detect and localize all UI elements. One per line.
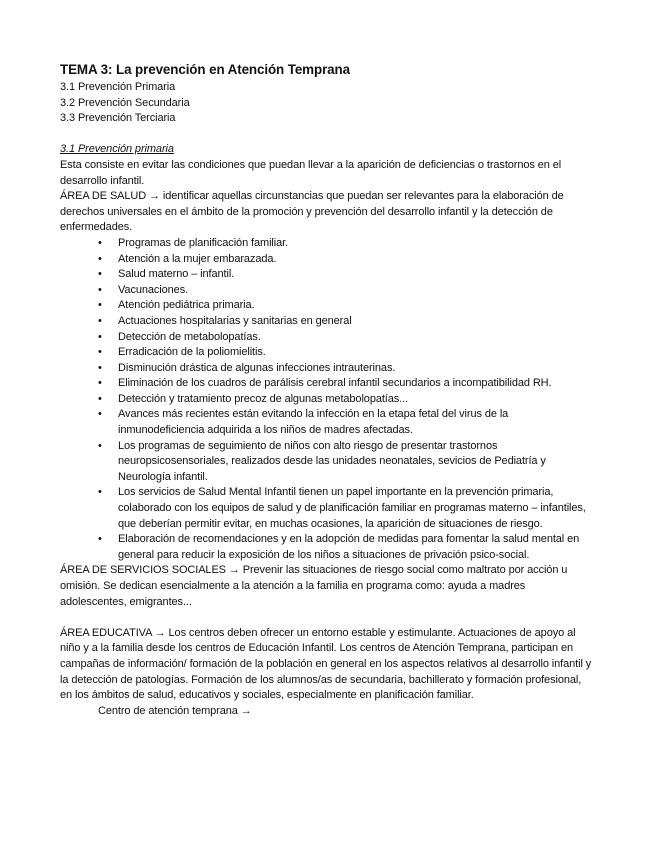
intro-paragraph: Esta consiste en evitar las condiciones que puedan llevar a la aparición de deficiencias o trastornos en el desarrollo infantil. [60,158,562,187]
social-services-paragraph: ÁREA DE SERVICIOS SOCIALES → Prevenir las situaciones de riesgo social como maltrato por acción u omisión. Se dedican esencialmente a la atención a la familia en programa como: ayuda a madres adolescentes, emigrantes... [60,564,568,608]
center-line: Centro de atención temprana → [98,704,252,717]
list-item: • Disminución drástica de algunas infecciones intrauterinas. [60,361,592,377]
list-item: • Eliminación de los cuadros de parálisis cerebral infantil secundarios a incompatibilidad RH. [60,376,592,392]
list-item: • Vacunaciones. [60,283,592,299]
toc-item: 3.1 Prevención Primaria [60,81,176,93]
education-area-paragraph: ÁREA EDUCATIVA → Los centros deben ofrecer un entorno estable y estimulante. Actuaciones de apoyo al niño y a la familia desde los centros de Educación Infantil. Los centros de Atención Temprana, participan en campañas de información/ formación de la población en general en los aspectos relativos al desarrollo infantil y la detección de patologías. Formación de los alumnos/as de secundaria, bachillerato y formación profesional, en los ámbitos de salud, educativos y sociales, especialmente en planificación familiar. [60,626,592,702]
health-measures-list [60,236,592,563]
list-item: • Programas de planificación familiar. [60,236,592,252]
list-item: • Atención pediátrica primaria. [60,298,592,314]
list-item: • Detección y tratamiento precoz de algunas metabolopatías... [60,392,592,408]
spacer [60,127,592,143]
document-body [60,61,592,719]
table-of-contents [60,80,592,127]
section-heading: 3.1 Prevención primaria [60,143,174,156]
list-item: • Erradicación de la poliomielitis. [60,345,592,361]
list-item: • Elaboración de recomendaciones y en la adopción de medidas para fomentar la salud mental en general para reducir la exposición de los niños a situaciones de privación psico-social. [60,532,592,563]
list-item: • Detección de metabolopatías. [60,330,592,346]
list-item: • Actuaciones hospitalarias y sanitarias en general [60,314,592,330]
page-title: TEMA 3: La prevención en Atención Temprana [60,62,350,77]
health-area-paragraph: ÁREA DE SALUD → identificar aquellas circunstancias que puedan ser relevantes para la elaboración de derechos universales en el ámbito de la promoción y prevención del desarrollo infantil y la detección de enfermedades. [60,190,564,234]
list-item: • Salud materno – infantil. [60,267,592,283]
list-item: • Avances más recientes están evitando la infección en la etapa fetal del virus de la inmunodeficiencia adquirida a los niños de madres afectadas. [60,407,592,438]
toc-item: 3.2 Prevención Secundaria [60,96,190,109]
list-item: • Los programas de seguimiento de niños con alto riesgo de presentar trastornos neuropsicosensoriales, realizados desde las unidades neonatales, sevicios de Pediatría y Neurología infantil. [60,439,592,486]
list-item: • Atención a la mujer embarazada. [60,252,592,268]
list-item: • Los servicios de Salud Mental Infantil tienen un papel importante en la prevención primaria, colaborado con los equipos de salud y de planificación familiar en programas materno – infantiles, que deberían permitir evitar, en muchas ocasiones, la aparición de situaciones de riesgo. [60,485,592,532]
spacer [60,610,592,626]
toc-item: 3.3 Prevención Terciaria [60,112,176,125]
